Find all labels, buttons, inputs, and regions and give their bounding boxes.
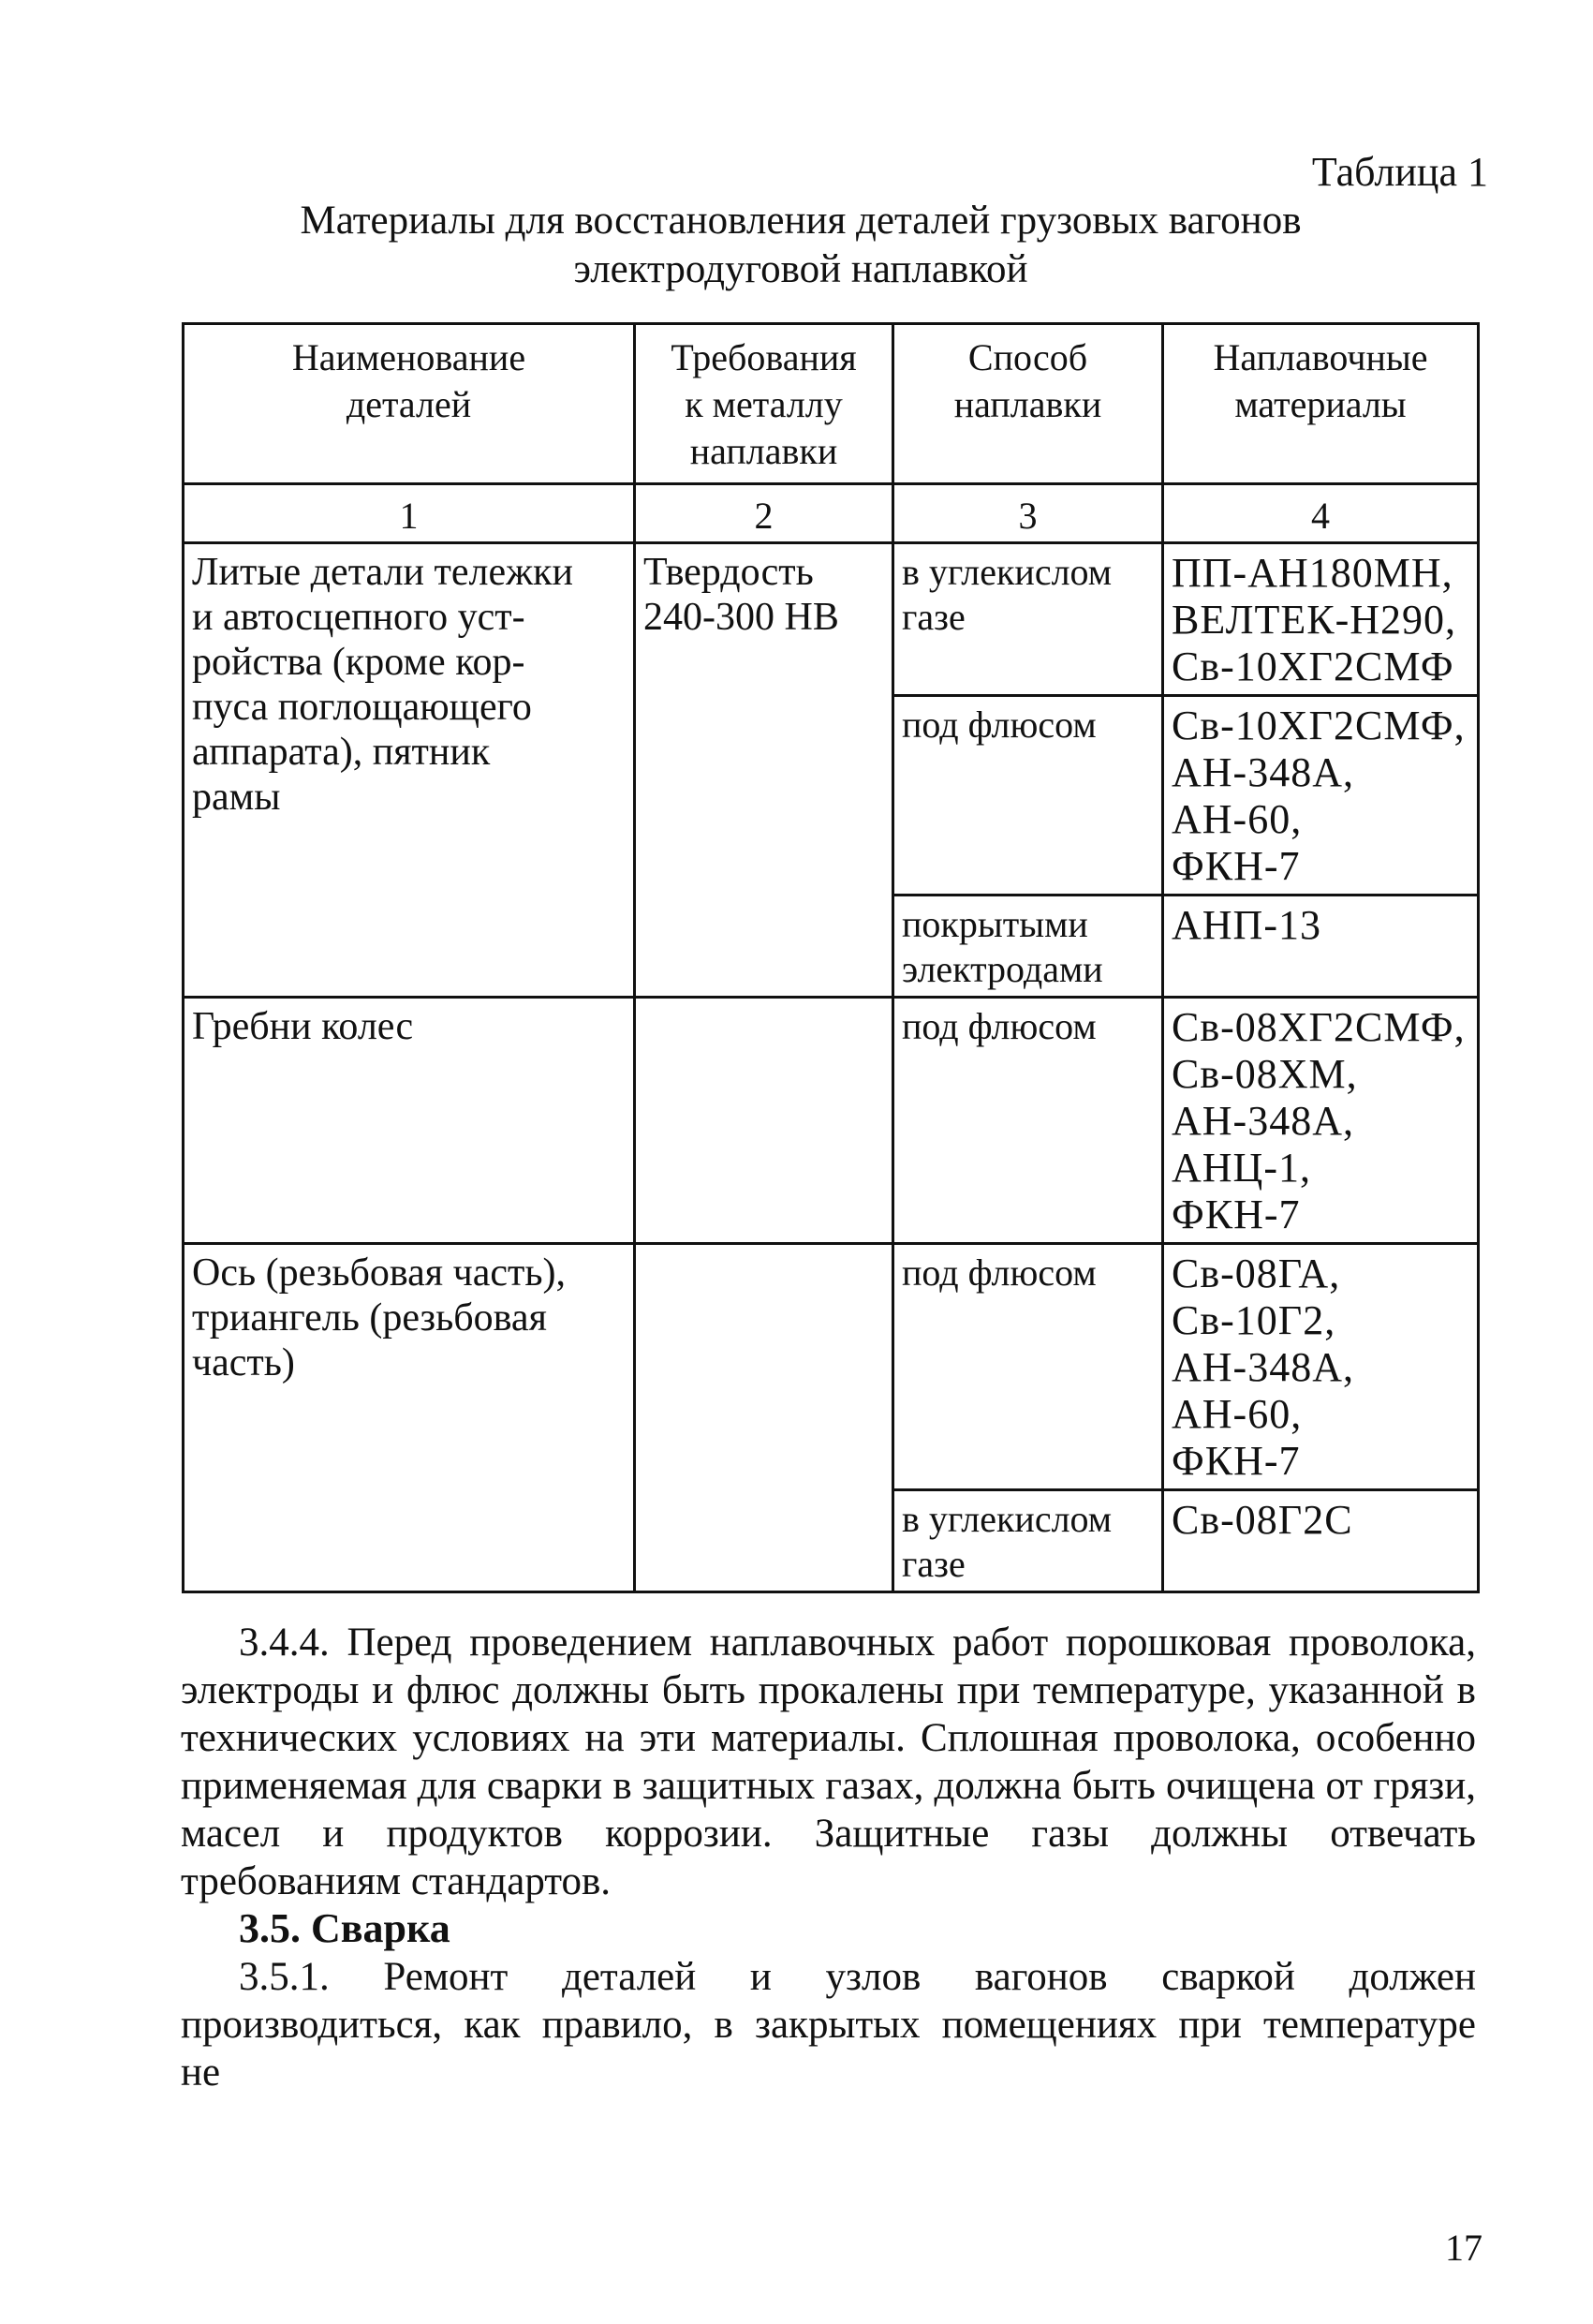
table-label: Таблица 1 [1311, 149, 1488, 195]
part-name-cell: Литые детали тележки и автосцепного уст- ройства (кроме кор- пуса поглощающего аппарата), пятник рамы [184, 543, 635, 998]
table-row [184, 1244, 1479, 1490]
column-number: 4 [1163, 484, 1479, 543]
method-cell: в углекислом газе [893, 1490, 1163, 1592]
section-title: 3.5. Сварка [239, 1905, 450, 1951]
materials-cell: Св-10ХГ2СМФ, АН-348А, АН-60, ФКН-7 [1163, 696, 1479, 896]
method-cell: под флюсом [893, 998, 1163, 1244]
requirements-cell [635, 1244, 893, 1592]
requirements-cell [635, 998, 893, 1244]
paragraph-3-5-1: 3.5.1. Ремонт деталей и узлов вагонов сваркой должен производиться, как правило, в закрытых помещениях при температуре не [181, 1955, 1476, 2095]
table-row [184, 998, 1479, 1244]
method-cell: в углекислом газе [893, 543, 1163, 696]
requirements-cell: Твердость 240-300 НВ [635, 543, 893, 998]
materials-cell: АНП-13 [1163, 896, 1479, 998]
column-number: 2 [635, 484, 893, 543]
column-number: 3 [893, 484, 1163, 543]
caption-line-2: электродуговой наплавкой [573, 247, 1028, 291]
method-cell: под флюсом [893, 696, 1163, 896]
table-header-row [184, 324, 1479, 484]
column-number-row [184, 484, 1479, 543]
header-materials: Наплавочные материалы [1163, 324, 1479, 484]
caption-line-1: Материалы для восстановления деталей грузовых вагонов [300, 199, 1302, 243]
materials-cell: Св-08ГА, Св-10Г2, АН-348А, АН-60, ФКН-7 [1163, 1244, 1479, 1490]
column-number: 1 [184, 484, 635, 543]
materials-cell: ПП-АН180МН, ВЕЛТЕК-Н290, Св-10ХГ2СМФ [1163, 543, 1479, 696]
header-method: Способ наплавки [893, 324, 1163, 484]
header-part-name: Наименование деталей [184, 324, 635, 484]
method-cell: под флюсом [893, 1244, 1163, 1490]
part-name-cell: Ось (резьбовая часть), триангель (резьбовая часть) [184, 1244, 635, 1592]
part-name-cell: Гребни колес [184, 998, 635, 1244]
table-caption [178, 197, 1423, 294]
materials-cell: Св-08ХГ2СМФ, Св-08ХМ, АН-348А, АНЦ-1, ФКН-7 [1163, 998, 1479, 1244]
materials-table [182, 322, 1480, 1593]
method-cell: покрытыми электродами [893, 896, 1163, 998]
paragraph-3-4-4: 3.4.4. Перед проведением наплавочных работ порошковая проволока, электроды и флюс должны быть прокалены при температуре, указанной в технических условиях на эти материалы. Сплошная проволока, особенно применяемая для сварки в защитных газах, должна быть очищена от грязи, масел и продуктов коррозии. Защитные газы должны отвечать требованиям стандартов. [181, 1621, 1476, 1903]
table-row [184, 543, 1479, 696]
materials-cell: Св-08Г2С [1163, 1490, 1479, 1592]
page-number: 17 [1445, 2227, 1482, 2269]
header-requirements: Требования к металлу наплавки [635, 324, 893, 484]
